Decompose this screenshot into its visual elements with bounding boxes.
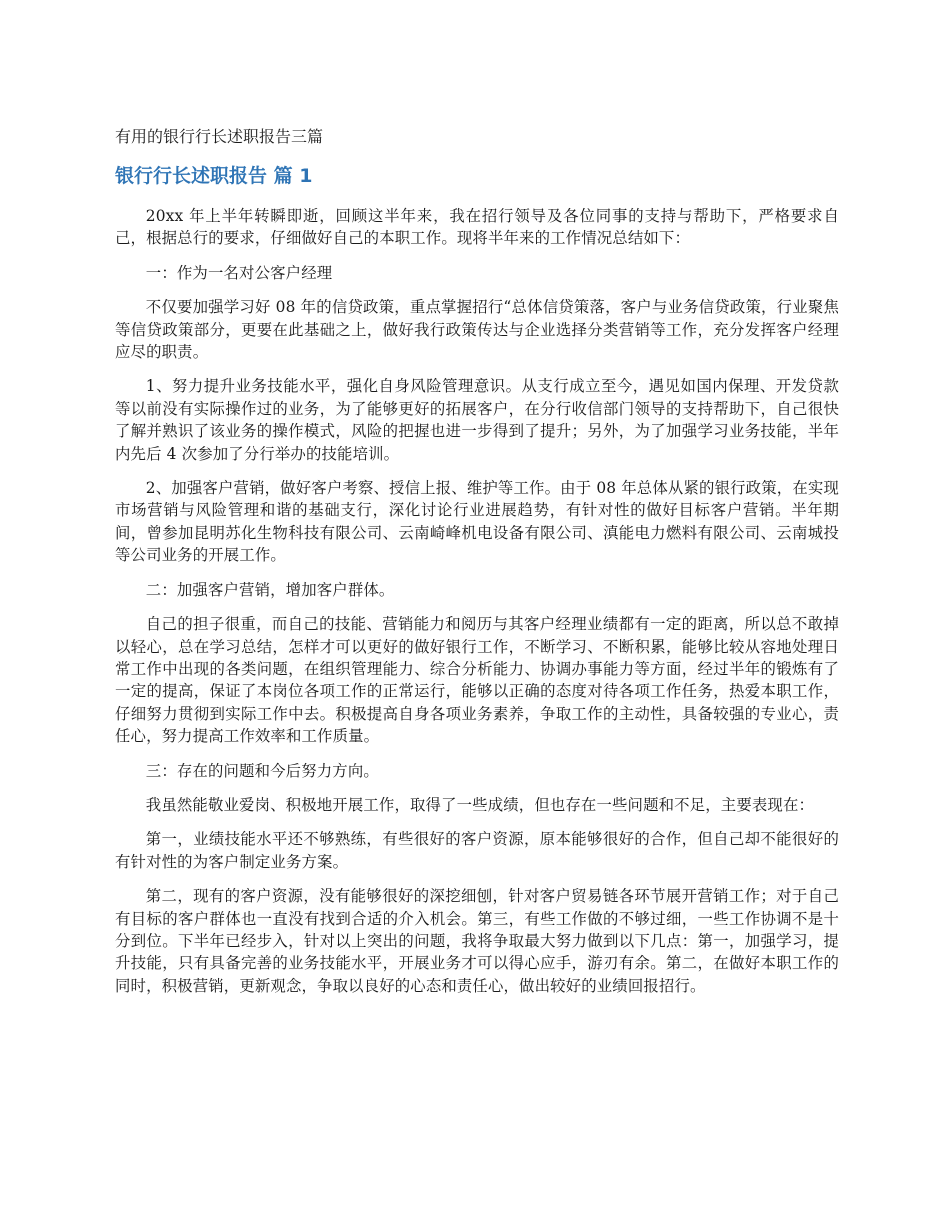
paragraph: 第一，业绩技能水平还不够熟练，有些很好的客户资源，原本能够很好的合作，但自己却不能很好的有针对性的为客户制定业务方案。	[115, 830, 839, 871]
paragraph: 第二，现有的客户资源，没有能够很好的深挖细刨，针对客户贸易链各环节展开营销工作；对于自己有目标的客户群体也一直没有找到合适的介入机会。第三，有些工作做的不够过细，一些工作协调不是十分到位。下半年已经步入，针对以上突出的问题，我将争取最大努力做到以下几点：第一，加强学习，提升技能，只有具备完善的业务技能水平，开展业务才可以得心应手，游刃有余。第二，在做好本职工作的同时，积极营销，更新观念，争取以良好的心态和责任心，做出较好的业绩回报招行。	[115, 887, 839, 995]
document-title: 有用的银行行长述职报告三篇	[115, 127, 324, 146]
paragraph: 我虽然能敬业爱岗、积极地开展工作，取得了一些成绩，但也存在一些问题和不足，主要表现在：	[145, 795, 815, 814]
paragraph-heading-1: 一：作为一名对公客户经理	[145, 263, 333, 282]
paragraph-heading-3: 三：存在的问题和今后努力方向。	[145, 761, 379, 780]
paragraph: 1、努力提升业务技能水平，强化自身风险管理意识。从支行成立至今，遇见如国内保理、开发贷款等以前没有实际操作过的业务，为了能够更好的拓展客户，在分行收信部门领导的支持帮助下，自己很快了解并熟识了该业务的操作模式，风险的把握也进一步得到了提升；另外，为了加强学习业务技能，半年内先后 4 次参加了分行举办的技能培训。	[115, 377, 839, 463]
paragraph: 2、加强客户营销，做好客户考察、授信上报、维护等工作。由于 08 年总体从紧的银行政策，在实现市场营销与风险管理和谐的基础支行，深化讨论行业进展趋势，有针对性的做好目标客户营销。半年期间，曾参加昆明苏化生物科技有限公司、云南崎峰机电设备有限公司、滇能电力燃料有限公司、云南城投等公司业务的开展工作。	[115, 479, 839, 565]
paragraph-heading-2: 二：加强客户营销，增加客户群体。	[145, 580, 395, 599]
document-body	[115, 205, 839, 1009]
section-heading: 银行行长述职报告 篇 1	[115, 165, 313, 187]
paragraph-intro: 20xx 年上半年转瞬即逝，回顾这半年来，我在招行领导及各位同事的支持与帮助下，严格要求自己，根据总行的要求，仔细做好自己的本职工作。现将半年来的工作情况总结如下：	[115, 207, 839, 248]
paragraph: 不仅要加强学习好 08 年的信贷政策，重点掌握招行“总体信贷策落，客户与业务信贷政策，行业聚焦等信贷政策部分，更要在此基础之上，做好我行政策传达与企业选择分类营销等工作，充分发挥客户经理应尽的职责。	[115, 298, 839, 362]
paragraph: 自己的担子很重，而自己的技能、营销能力和阅历与其客户经理业绩都有一定的距离，所以总不敢掉以轻心，总在学习总结，怎样才可以更好的做好银行工作，不断学习、不断积累，能够比较从容地处理日常工作中出现的各类问题，在组织管理能力、综合分析能力、协调办事能力等方面，经过半年的锻炼有了一定的提高，保证了本岗位各项工作的正常运行，能够以正确的态度对待各项工作任务，热爱本职工作，仔细努力贯彻到实际工作中去。积极提高自身各项业务素养，争取工作的主动性，具备较强的专业心，责任心，努力提高工作效率和工作质量。	[115, 615, 839, 746]
